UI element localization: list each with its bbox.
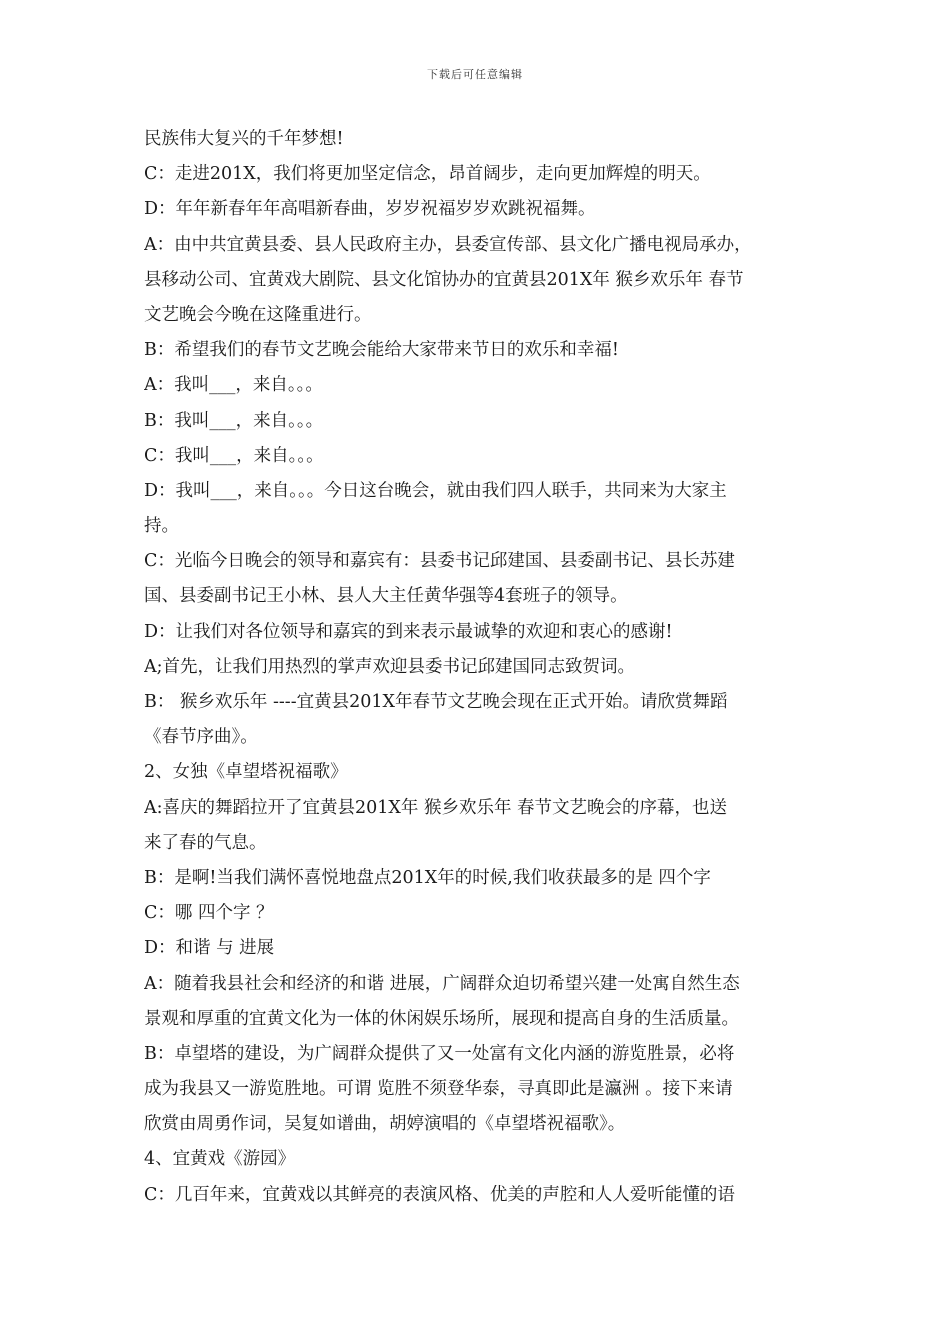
text-line: D：年年新春年年高唱新春曲，岁岁祝福岁岁欢跳祝福舞。 [144, 199, 596, 220]
text-line: 文艺晚会今晚在这隆重进行。 [144, 304, 372, 325]
text-line: A：我叫___，来自。。。 [144, 375, 323, 396]
text-line: 民族伟大复兴的千年梦想! [144, 129, 344, 149]
text-line: C：光临今日晚会的领导和嘉宾有：县委书记邱建国、县委副书记、县长苏建 [144, 551, 735, 572]
text-line: C：几百年来，宜黄戏以其鲜亮的表演风格、优美的声腔和人人爱听能懂的语 [144, 1184, 735, 1205]
text-line: 4、宜黄戏《游园》 [144, 1149, 296, 1170]
text-line: B：希望我们的春节文艺晚会能给大家带来节日的欢乐和幸福! [144, 340, 619, 361]
text-line: B： 猴乡欢乐年 ----宜黄县201X年春节文艺晚会现在正式开始。请欣赏舞蹈 [144, 692, 728, 712]
text-line: A;首先，让我们用热烈的掌声欢迎县委书记邱建国同志致贺词。 [144, 656, 636, 677]
text-line: C：走进201X，我们将更加坚定信念，昂首阔步，走向更加辉煌的明天。 [144, 164, 711, 185]
text-line: 2、女独《卓望塔祝福歌》 [144, 762, 348, 783]
text-line: B：是啊!当我们满怀喜悦地盘点201X年的时候,我们收获最多的是 四个字 [144, 867, 711, 888]
text-line: B：我叫___，来自。。。 [144, 410, 324, 431]
text-line: D：和谐 与 进展 [144, 938, 275, 959]
text-line: A：由中共宜黄县委、县人民政府主办，县委宣传部、县文化广播电视局承办， [144, 234, 752, 255]
text-line: D：我叫___，来自。。。今日这台晚会，就由我们四人联手，共同来为大家主 [144, 480, 727, 501]
page-header: 下载后可任意编辑 [427, 68, 523, 81]
text-line: C：我叫___，来自。。。 [144, 445, 324, 466]
text-line: C：哪 四个字 ？ [144, 903, 274, 924]
text-line: 持。 [144, 516, 179, 537]
text-line: 景观和厚重的宜黄文化为一体的休闲娱乐场所，展现和提高自身的生活质量。 [144, 1008, 739, 1029]
text-line: 成为我县又一游览胜地。可谓 览胜不须登华泰，寻真即此是瀛洲 。接下来请 [144, 1079, 733, 1100]
text-line: 国、县委副书记王小林、县人大主任黄华强等4套班子的领导。 [144, 586, 628, 607]
text-line: 来了春的气息。 [144, 832, 267, 853]
text-line: A：随着我县社会和经济的和谐 进展，广阔群众迫切希望兴建一处寓自然生态 [144, 973, 740, 994]
text-line: A:喜庆的舞蹈拉开了宜黄县201X年 猴乡欢乐年 春节文艺晚会的序幕，也送 [144, 797, 728, 818]
document-body [144, 122, 812, 1213]
text-line: D：让我们对各位领导和嘉宾的到来表示最诚挚的欢迎和衷心的感谢! [144, 621, 673, 642]
text-line: B：卓望塔的建设，为广阔群众提供了又一处富有文化内涵的游览胜景，必将 [144, 1043, 735, 1064]
text-line: 《春节序曲》。 [144, 727, 258, 748]
text-line: 欣赏由周勇作词，吴复如谱曲，胡婷演唱的《卓望塔祝福歌》。 [144, 1114, 626, 1135]
text-line: 县移动公司、宜黄戏大剧院、县文化馆协办的宜黄县201X年 猴乡欢乐年 春节 [144, 269, 744, 290]
